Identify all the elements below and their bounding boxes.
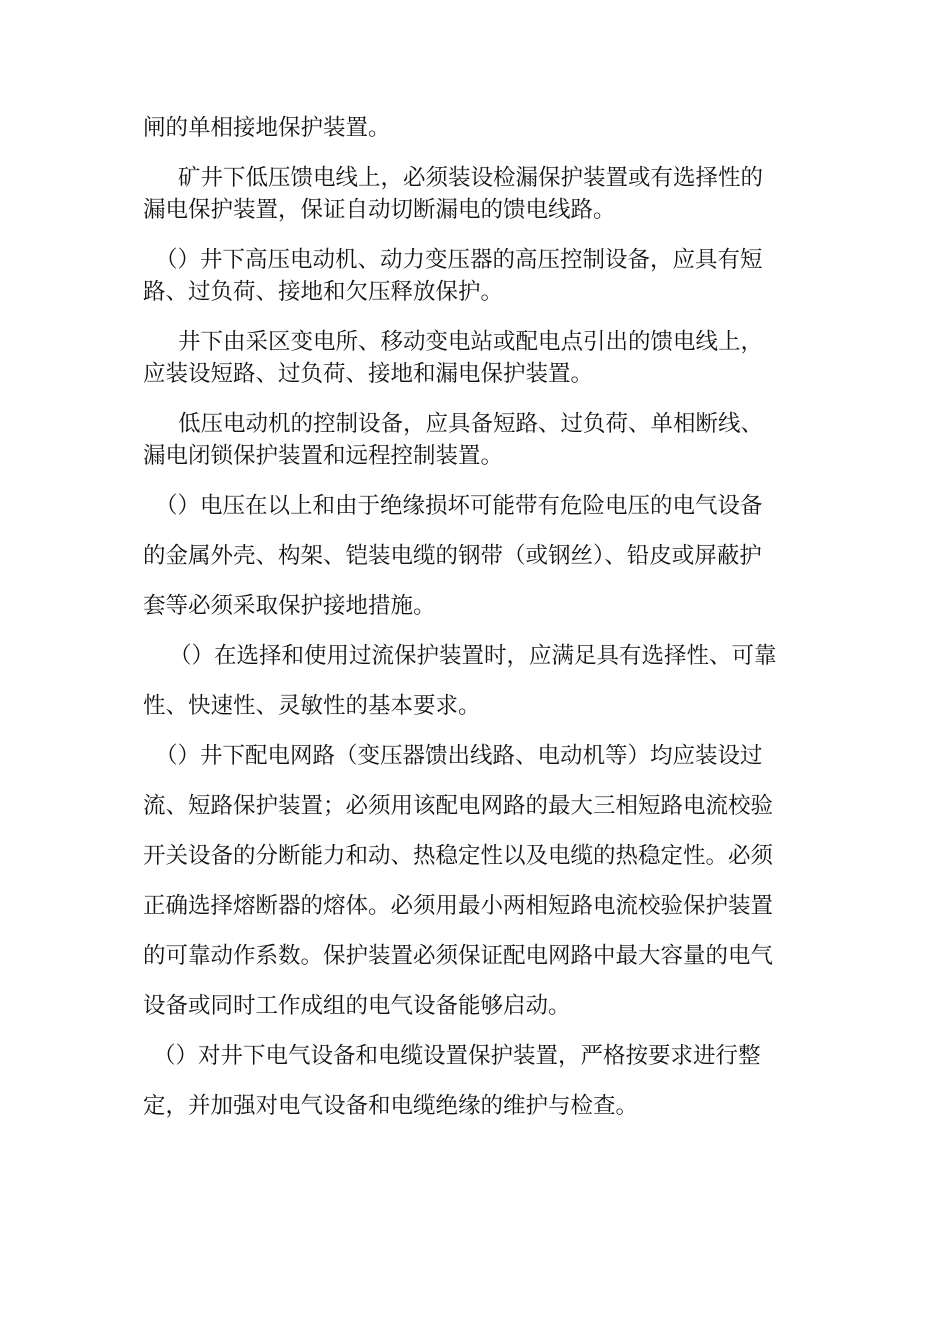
- paragraph-start-line: 低压电动机的控制设备，应具备短路、过负荷、单相断线、: [178, 411, 764, 437]
- text-line: 漏电闭锁保护装置和远程控制装置。: [143, 443, 504, 469]
- text-line: 流、短路保护装置；必须用该配电网路的最大三相短路电流校验: [143, 793, 774, 819]
- paragraph-start-line: 矿井下低压馈电线上，必须装设检漏保护装置或有选择性的: [178, 165, 764, 191]
- text-line: 正确选择熔断器的熔体。必须用最小两相短路电流校验保护装置: [143, 893, 774, 919]
- paragraph-start-line: （）井下高压电动机、动力变压器的高压控制设备，应具有短: [155, 247, 763, 273]
- text-line: 定，并加强对电气设备和电缆绝缘的维护与检查。: [143, 1093, 639, 1119]
- text-line: 应装设短路、过负荷、接地和漏电保护装置。: [143, 361, 594, 387]
- text-line: 套等必须采取保护接地措施。: [143, 593, 436, 619]
- text-line: 设备或同时工作成组的电气设备能够启动。: [143, 993, 571, 1019]
- paragraph-start-line: （）在选择和使用过流保护装置时，应满足具有选择性、可靠: [169, 643, 777, 669]
- text-line: 性、快速性、灵敏性的基本要求。: [143, 693, 481, 719]
- text-line: 的可靠动作系数。保护装置必须保证配电网路中最大容量的电气: [143, 943, 774, 969]
- text-line: 路、过负荷、接地和欠压释放保护。: [143, 279, 504, 305]
- paragraph-start-line: 井下由采区变电所、移动变电站或配电点引出的馈电线上，: [178, 329, 764, 355]
- paragraph-start-line: （）电压在以上和由于绝缘损坏可能带有危险电压的电气设备: [155, 493, 763, 519]
- text-line: 开关设备的分断能力和动、热稳定性以及电缆的热稳定性。必须: [143, 843, 774, 869]
- paragraph-start-line: （）井下配电网路（变压器馈出线路、电动机等）均应装设过: [155, 743, 763, 769]
- text-line: 的金属外壳、构架、铠装电缆的钢带（或钢丝）、铅皮或屏蔽护: [143, 543, 762, 569]
- text-line: 闸的单相接地保护装置。: [143, 115, 391, 141]
- paragraph-start-line: （）对井下电气设备和电缆设置保护装置，严格按要求进行整: [153, 1043, 761, 1069]
- document-body: [143, 112, 813, 1122]
- text-line: 漏电保护装置，保证自动切断漏电的馈电线路。: [143, 197, 616, 223]
